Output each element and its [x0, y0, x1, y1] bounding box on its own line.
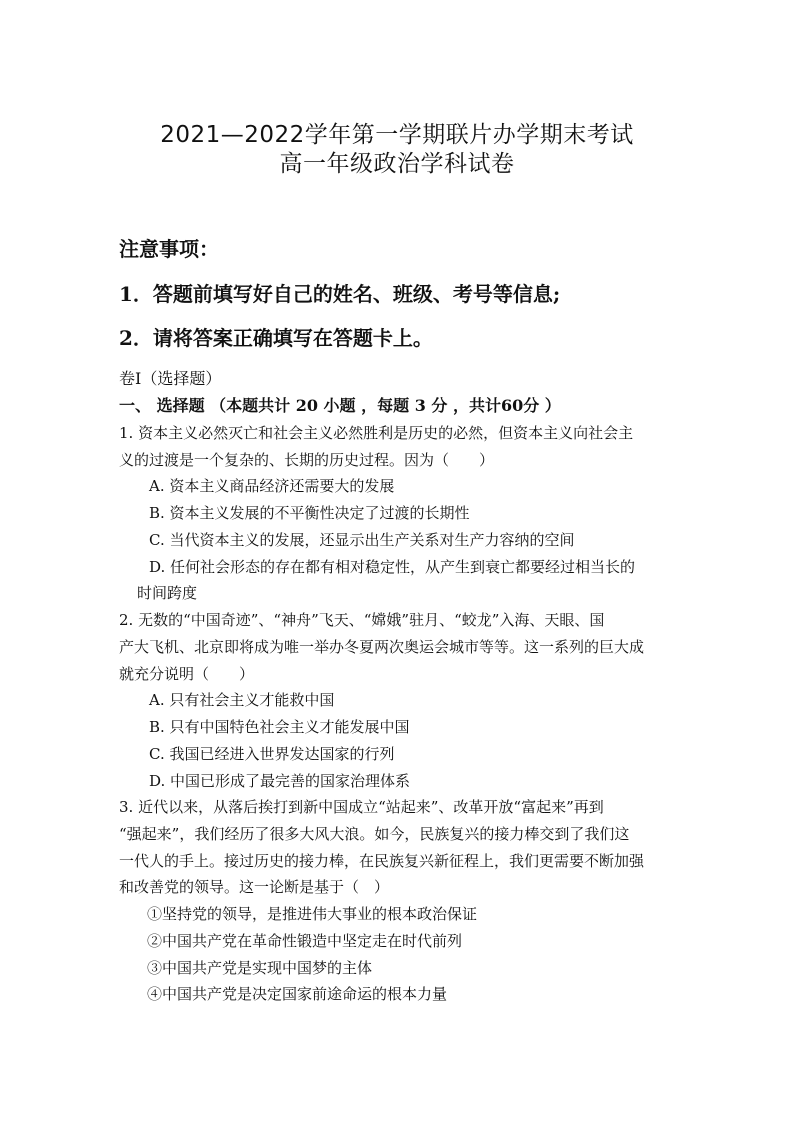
question-stem-line: 产大飞机、北京即将成为唯一举办冬夏两次奥运会城市等等。这一系列的巨大成 — [119, 638, 645, 656]
answer-option: C. 当代资本主义的发展，还显示出生产关系对生产力容纳的空间 — [149, 531, 575, 549]
answer-option: A. 资本主义商品经济还需要大的发展 — [149, 477, 395, 495]
statement-item: ④中国共产党是决定国家前途命运的根本力量 — [147, 985, 448, 1003]
question-stem-line: 2. 无数的“中国奇迹”、“神舟”飞天、“嫦娥”驻月、“蛟龙”入海、天眼、国 — [119, 611, 605, 629]
answer-option: C. 我国已经进入世界发达国家的行列 — [149, 745, 395, 763]
question-stem-line: 义的过渡是一个复杂的、长期的历史过程。因为（ ） — [119, 451, 495, 469]
answer-option: D. 任何社会形态的存在都有相对稳定性，从产生到衰亡都要经过相当长的 — [149, 558, 636, 576]
question-stem-line: 就充分说明（ ） — [119, 665, 255, 683]
question-stem-line: “强起来”，我们经历了很多大风大浪。如今，民族复兴的接力棒交到了我们这 — [119, 825, 630, 843]
notice-heading: 注意事项： — [119, 237, 219, 261]
statement-item: ③中国共产党是实现中国梦的主体 — [147, 959, 373, 977]
answer-option: B. 资本主义发展的不平衡性决定了过渡的长期性 — [149, 504, 470, 522]
notice-item: 2．请将答案正确填写在答题卡上。 — [119, 326, 433, 350]
section-heading: 一、 选择题 （本题共计 20 小题 ，每题 3 分 ，共计60分 ） — [119, 396, 561, 415]
answer-option-continued: 时间跨度 — [137, 584, 198, 602]
statement-item: ②中国共产党在革命性锻造中坚定走在时代前列 — [147, 932, 463, 950]
answer-option: B. 只有中国特色社会主义才能发展中国 — [149, 718, 410, 736]
notice-item: 1．答题前填写好自己的姓名、班级、考号等信息; — [119, 282, 561, 306]
exam-title: 2021—2022学年第一学期联片办学期末考试 — [160, 122, 634, 148]
statement-item: ①坚持党的领导，是推进伟大事业的根本政治保证 — [147, 905, 478, 923]
question-stem-line: 一代人的手上。接过历史的接力棒，在民族复兴新征程上，我们更需要不断加强 — [119, 852, 645, 870]
answer-option: A. 只有社会主义才能救中国 — [149, 691, 335, 709]
question-stem-line: 3. 近代以来，从落后挨打到新中国成立“站起来”、改革开放“富起来”再到 — [119, 798, 604, 816]
exam-subtitle: 高一年级政治学科试卷 — [279, 151, 515, 177]
volume-label: 卷I（选择题） — [119, 369, 222, 388]
question-stem-line: 1. 资本主义必然灭亡和社会主义必然胜利是历史的必然，但资本主义向社会主 — [119, 424, 634, 442]
answer-option: D. 中国已形成了最完善的国家治理体系 — [149, 772, 411, 790]
question-stem-line: 和改善党的领导。这一论断是基于（ ） — [119, 878, 390, 896]
